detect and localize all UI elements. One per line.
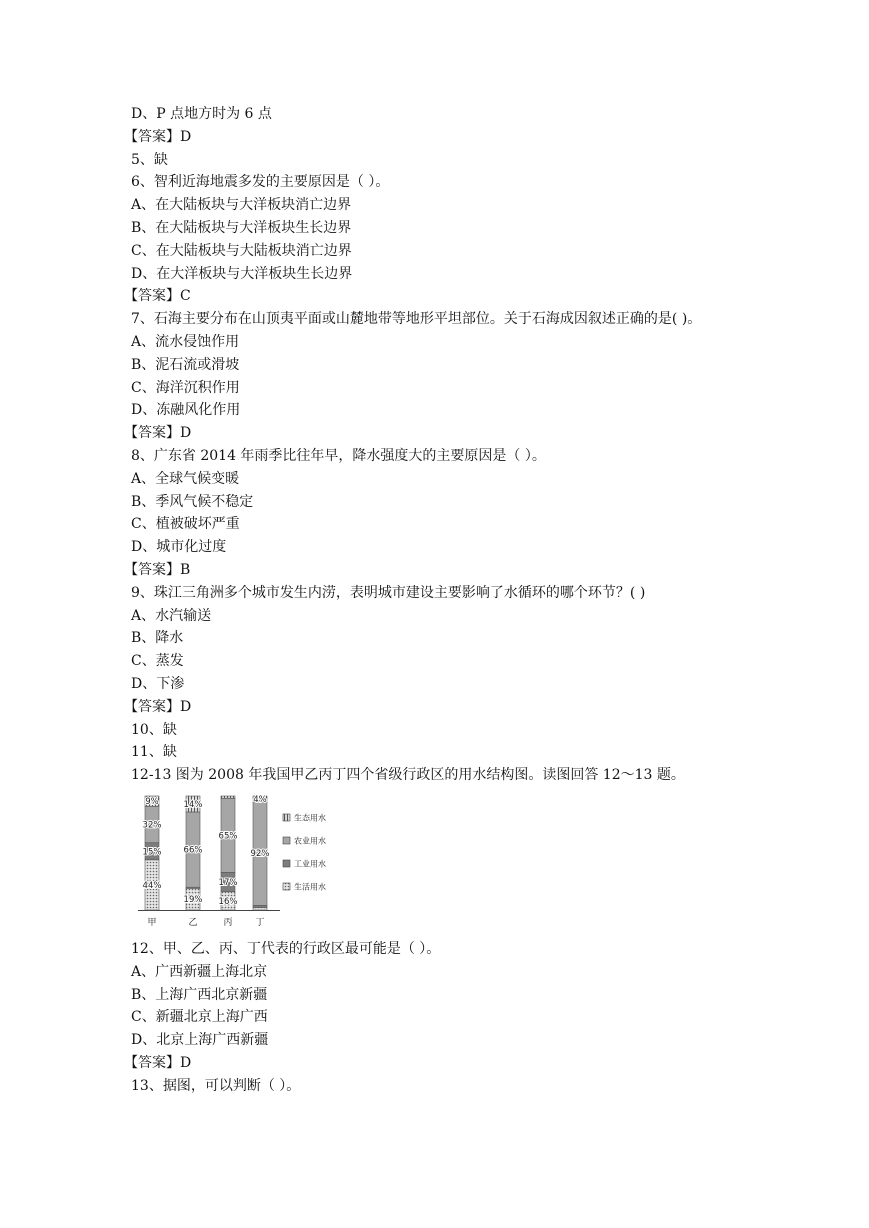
text-line: 13、据图，可以判断（ ）。 [131,1077,301,1094]
legend-swatch-工业用水 [283,860,290,867]
text-line: A、在大陆板块与大洋板块消亡边界 [131,197,352,214]
category-label: 甲 [147,917,157,928]
legend-label: 生态用水 [294,813,326,823]
answer-line: 【答案】D [124,1054,192,1071]
chart-svg [134,792,342,932]
bar-丁-生活用水 [253,908,267,910]
data-label: 65% [218,831,238,842]
text-line: B、在大陆板块与大洋板块生长边界 [131,219,352,236]
text-line: 5、缺 [131,151,168,168]
text-line: C、蒸发 [131,653,184,670]
text-line: 8、广东省 2014 年雨季比往年早，降水强度大的主要原因是（ ）。 [131,447,546,464]
text-line: C、海洋沉积作用 [131,379,240,396]
text-line: A、全球气候变暖 [131,470,240,487]
legend-swatch-生态用水 [283,814,290,821]
legend-swatch-农业用水 [283,837,290,844]
text-line: A、广西新疆上海北京 [131,963,268,980]
text-line: 6、智利近海地震多发的主要原因是（ ）。 [131,174,390,191]
data-label: 19% [183,895,203,906]
data-label: 16% [218,896,238,907]
text-line: 11、缺 [131,744,177,761]
data-label: 66% [183,845,203,856]
text-line: C、新疆北京上海广西 [131,1009,268,1026]
legend-label: 工业用水 [294,859,326,869]
category-label: 乙 [188,917,198,928]
text-line: A、流水侵蚀作用 [131,333,240,350]
answer-line: 【答案】C [124,288,191,305]
text-block-bottom [124,938,771,1098]
text-line: D、冻融风化作用 [131,402,241,419]
data-label: 4% [253,794,267,805]
data-label: 9% [145,797,159,808]
answer-line: 【答案】D [124,128,192,145]
text-line: 9、珠江三角洲多个城市发生内涝，表明城市建设主要影响了水循环的哪个环节？( ) [131,584,646,601]
legend-label: 生活用水 [294,882,326,892]
answer-line: 【答案】D [124,425,192,442]
text-line: B、泥石流或滑坡 [131,356,240,373]
legend-label: 农业用水 [294,836,326,846]
text-line: D、在大洋板块与大洋板块生长边界 [131,265,353,282]
text-line: 10、缺 [131,721,177,738]
answer-line: 【答案】D [124,698,192,715]
text-line: 7、石海主要分布在山顶夷平面或山麓地带等地形平坦部位。关于石海成因叙述正确的是( )。 [131,311,702,328]
category-label: 丁 [255,917,265,928]
document-body [124,103,771,1097]
text-line: C、植被破坏严重 [131,516,240,533]
text-block-top [124,103,771,787]
text-line: B、上海广西北京新疆 [131,986,268,1003]
data-label: 32% [142,820,162,831]
legend-swatch-生活用水 [283,883,290,890]
water-use-structure-chart [134,792,342,932]
text-line: D、北京上海广西新疆 [131,1032,269,1049]
text-line: B、降水 [131,630,184,647]
data-label: 92% [250,848,270,859]
answer-line: 【答案】B [124,561,191,578]
data-label: 15% [142,847,162,858]
text-line: B、季风气候不稳定 [131,493,254,510]
text-line: D、下渗 [131,675,185,692]
data-label: 17% [218,877,238,888]
bar-丁-工业用水 [253,905,267,907]
text-line: D、P 点地方时为 6 点 [131,106,272,122]
text-line: A、水汽输送 [131,607,212,624]
data-label: 14% [183,799,203,810]
text-line: C、在大陆板块与大陆板块消亡边界 [131,242,352,259]
data-label: 44% [142,880,162,891]
bar-丙-生态用水 [221,796,235,798]
category-label: 丙 [223,917,233,928]
text-line: D、城市化过度 [131,539,227,556]
text-line: 12、甲、乙、丙、丁代表的行政区最可能是（ ）。 [131,940,441,957]
text-line: 12-13 图为 2008 年我国甲乙丙丁四个省级行政区的用水结构图。读图回答 12～13 题。 [131,767,685,784]
